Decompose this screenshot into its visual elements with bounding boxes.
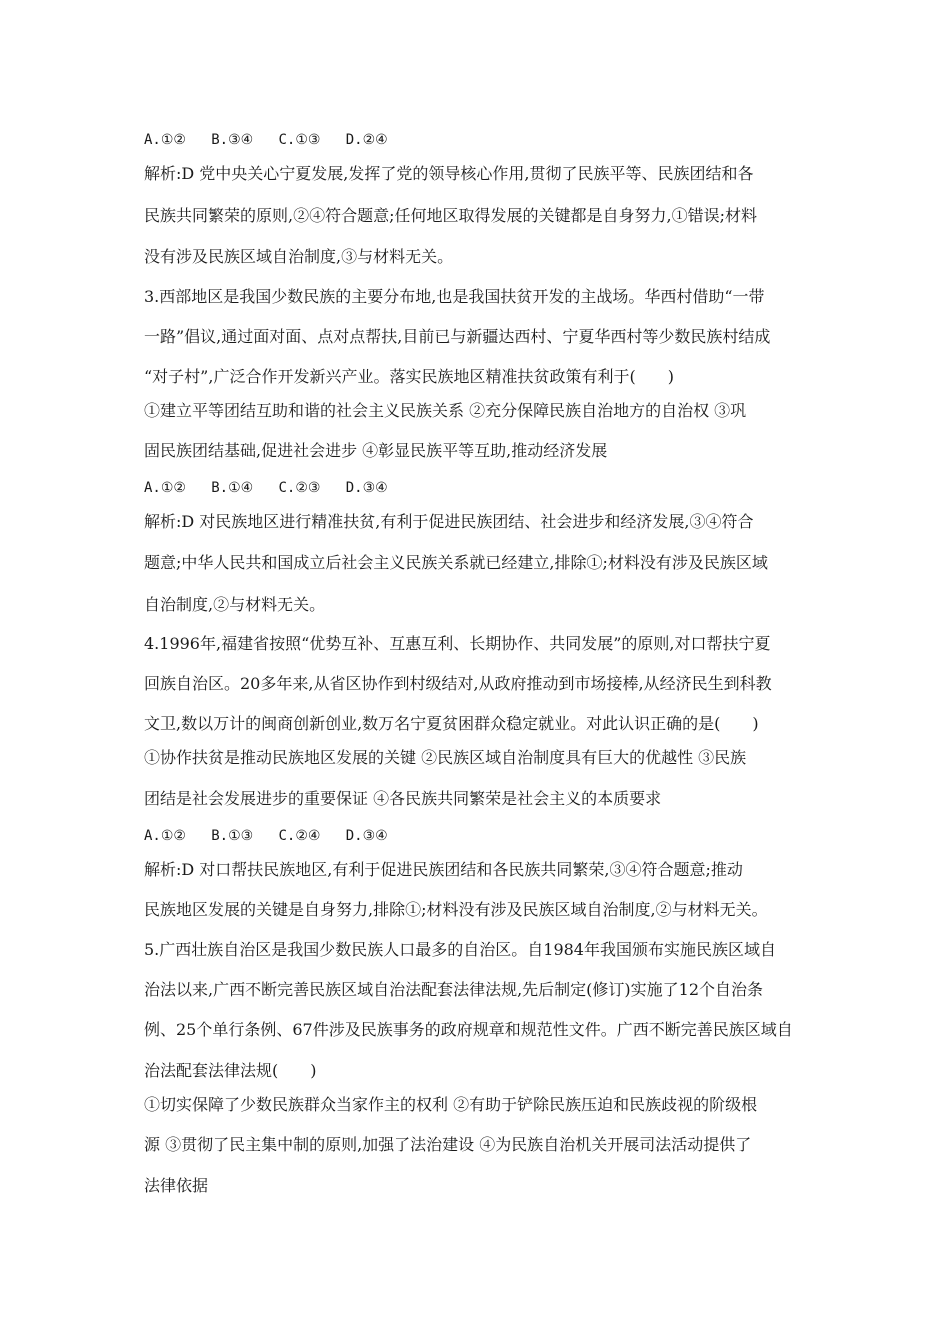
q3-analysis-line-2: 题意;中华人民共和国成立后社会主义民族关系就已经建立,排除①;材料没有涉及民族区域 — [144, 553, 768, 572]
q3-analysis-line-1: 解析:D 对民族地区进行精准扶贫,有利于促进民族团结、社会进步和经济发展,③④符合 — [144, 512, 754, 531]
q3-stem-line-2: 一路”倡议,通过面对面、点对点帮扶,目前已与新疆达西村、宁夏华西村等少数民族村结成 — [144, 327, 771, 346]
q5-statements-line-3: 法律依据 — [144, 1176, 209, 1195]
q3-statements-line-1: ①建立平等团结互助和谐的社会主义民族关系 ②充分保障民族自治地方的自治权 ③巩 — [144, 401, 747, 420]
q4-statements-line-2: 团结是社会发展进步的重要保证 ④各民族共同繁荣是社会主义的本质要求 — [144, 789, 662, 808]
q4-analysis-line-1: 解析:D 对口帮扶民族地区,有利于促进民族团结和各民族共同繁荣,③④符合题意;推动 — [144, 860, 743, 879]
q3-stem-line-1: 3.西部地区是我国少数民族的主要分布地,也是我国扶贫开发的主战场。华西村借助“一带 — [144, 287, 765, 306]
q3-analysis-line-3: 自治制度,②与材料无关。 — [144, 595, 326, 614]
q4-options: A.①② B.①③ C.②④ D.③④ — [144, 828, 388, 844]
q4-stem-line-2: 回族自治区。20多年来,从省区协作到村级结对,从政府推动到市场接棒,从经济民生到科教 — [144, 674, 772, 693]
q4-statements-line-1: ①协作扶贫是推动民族地区发展的关键 ②民族区域自治制度具有巨大的优越性 ③民族 — [144, 748, 747, 767]
q5-stem-line-4: 治法配套法律法规( ) — [144, 1061, 317, 1080]
q2-analysis-line-2: 民族共同繁荣的原则,②④符合题意;任何地区取得发展的关键都是自身努力,①错误;材料 — [144, 206, 757, 225]
q5-statements-line-2: 源 ③贯彻了民主集中制的原则,加强了法治建设 ④为民族自治机关开展司法活动提供了 — [144, 1135, 752, 1154]
q4-stem-line-3: 文卫,数以万计的闽商创新创业,数万名宁夏贫困群众稳定就业。对此认识正确的是( ) — [144, 714, 759, 733]
q4-stem-line-1: 4.1996年,福建省按照“优势互补、互惠互利、长期协作、共同发展”的原则,对口帮扶宁夏 — [144, 634, 771, 653]
q3-options: A.①② B.①④ C.②③ D.③④ — [144, 480, 388, 496]
q5-statements-line-1: ①切实保障了少数民族群众当家作主的权利 ②有助于铲除民族压迫和民族歧视的阶级根 — [144, 1095, 758, 1114]
q5-stem-line-1: 5.广西壮族自治区是我国少数民族人口最多的自治区。自1984年我国颁布实施民族区域自 — [144, 940, 776, 959]
q4-analysis-line-2: 民族地区发展的关键是自身努力,排除①;材料没有涉及民族区域自治制度,②与材料无关。 — [144, 900, 768, 919]
q2-options: A.①② B.③④ C.①③ D.②④ — [144, 132, 388, 148]
q5-stem-line-3: 例、25个单行条例、67件涉及民族事务的政府规章和规范性文件。广西不断完善民族区域自 — [144, 1020, 793, 1039]
q3-stem-line-3: “对子村”,广泛合作开发新兴产业。落实民族地区精准扶贫政策有利于( ) — [144, 367, 674, 386]
q3-statements-line-2: 固民族团结基础,促进社会进步 ④彰显民族平等互助,推动经济发展 — [144, 441, 608, 460]
q2-analysis-line-3: 没有涉及民族区域自治制度,③与材料无关。 — [144, 247, 454, 266]
q5-stem-line-2: 治法以来,广西不断完善民族区域自治法配套法律法规,先后制定(修订)实施了12个自治条 — [144, 980, 764, 999]
q2-analysis-line-1: 解析:D 党中央关心宁夏发展,发挥了党的领导核心作用,贯彻了民族平等、民族团结和各 — [144, 164, 754, 183]
